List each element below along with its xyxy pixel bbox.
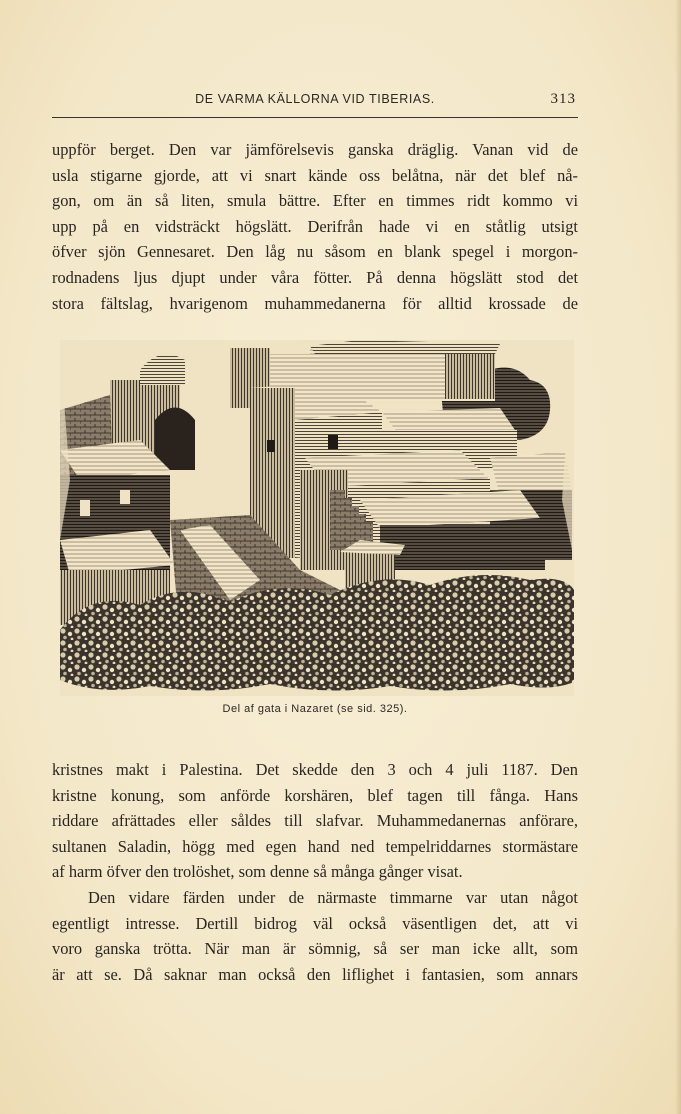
body-text-bottom xyxy=(52,757,578,987)
text-line: egentligt intresse. Dertill bidrog väl också väsentligen det, att vi xyxy=(52,913,578,933)
header-rule xyxy=(52,117,578,118)
body-text-top xyxy=(52,137,578,316)
figure-caption: Del af gata i Nazaret (se sid. 325). xyxy=(222,703,408,715)
running-title: DE VARMA KÄLLORNA VID TIBERIAS. xyxy=(195,92,435,106)
text-line: öfver sjön Gennesaret. Den låg nu såsom en blank spegel i morgon- xyxy=(52,242,578,262)
text-line: kristne konung, som anförde korshären, blef tagen till fånga. Hans xyxy=(52,785,578,805)
text-line: gon, om än så liten, smula bättre. Efter en timmes ridt kommo vi xyxy=(52,191,578,211)
text-line: upp på en vidsträckt högslätt. Derifrån hade vi en ståtlig utsigt xyxy=(52,216,578,236)
text-line: kristnes makt i Palestina. Det skedde den 3 och 4 juli 1187. Den xyxy=(52,760,578,779)
text-line: uppför berget. Den var jämförelsevis ganska dräglig. Vanan vid de xyxy=(52,140,578,159)
engraving-illustration xyxy=(60,340,574,696)
text-line: voro ganska trötta. När man är sömnig, så ser man icke allt, som xyxy=(52,939,578,959)
page-number: 313 xyxy=(550,91,576,107)
text-line: usla stigarne gjorde, att vi snart kände oss belåtna, när det blef nå- xyxy=(52,165,578,185)
text-line: af harm öfver den trolöshet, som denne så många gånger visat. xyxy=(52,862,463,882)
text-line: sultanen Saladin, högg med egen hand ned tempelriddarnes stormästare xyxy=(52,836,578,856)
text-line: rodnadens ljus djupt under våra fötter. På denna högslätt stod det xyxy=(52,267,578,287)
text-line: riddare afrättades eller såldes till slafvar. Muhammedanernas anförare, xyxy=(52,811,578,831)
page-edge-shadow xyxy=(675,0,681,1114)
text-line: Den vidare färden under de närmaste timmarne var utan något xyxy=(88,887,578,907)
text-line: är att se. Då saknar man också den liflighet i fantasien, som annars xyxy=(52,964,578,984)
text-line: stora fältslag, hvarigenom muhammedanerna för alltid krossade de xyxy=(52,293,578,313)
page-header xyxy=(52,92,578,112)
